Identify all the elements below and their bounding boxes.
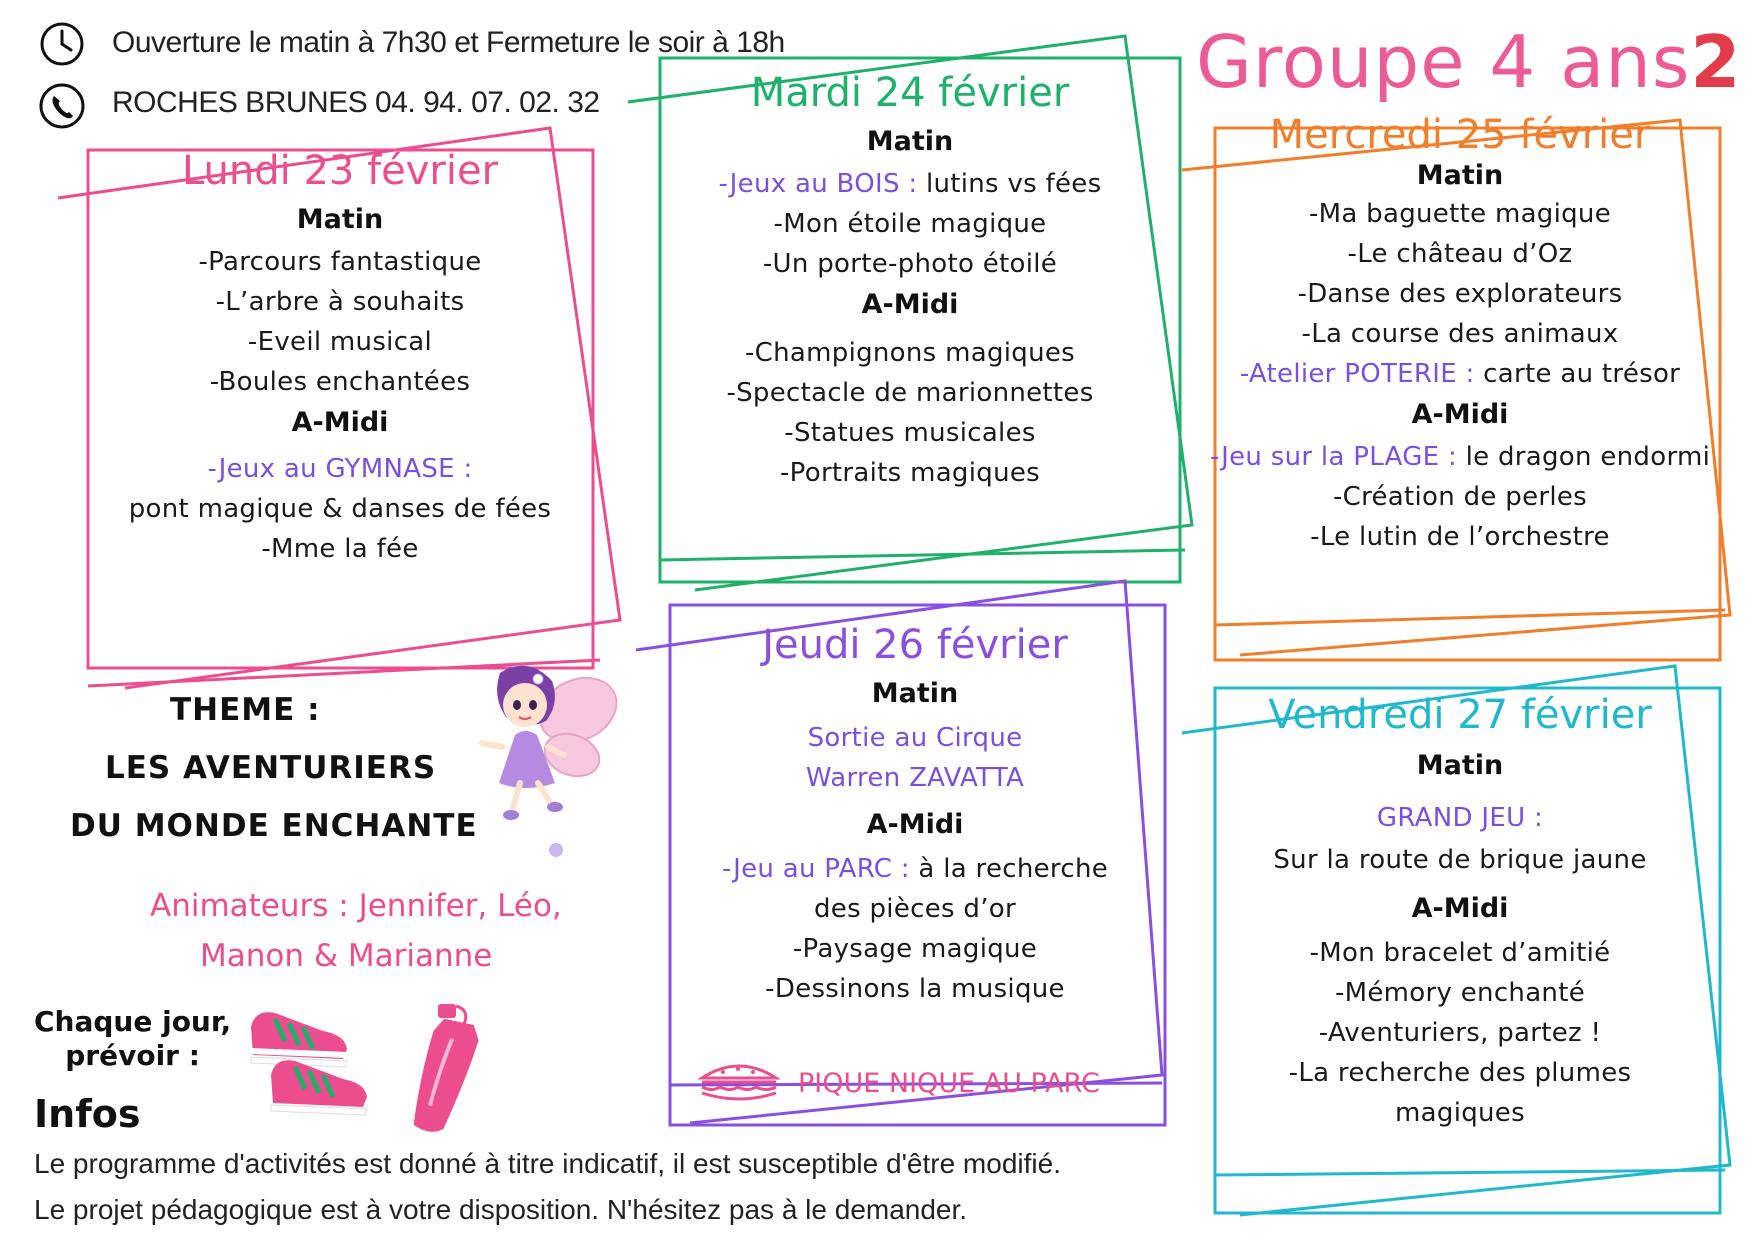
lundi-amidi-1: pont magique & danses de fées [128,494,552,524]
vendredi-matin-1: Sur la route de brique jaune [1273,845,1647,875]
vendredi-amidi-2: -Mémory enchanté [1334,978,1586,1008]
lundi-amidi-2: -Mme la fée [261,534,419,564]
mercredi-matin-2: -Le château d’Oz [1347,239,1573,269]
lundi-amidi-highlight: -Jeux au GYMNASE : [207,454,473,484]
mercredi-amidi-highlight-row [1210,442,1710,472]
jeudi-amidi-3: -Dessinons la musique [765,974,1065,1004]
prevoir-line-2: prévoir : [65,1039,200,1072]
vendredi-matin-highlight: GRAND JEU : [1376,803,1544,833]
theme-line-2: DU MONDE ENCHANTE [70,808,478,844]
mercredi-title: Mercredi 25 février [1269,112,1651,158]
jeudi-title: Jeudi 26 février [762,622,1068,668]
mardi-matin-1: -Mon étoile magique [773,209,1047,239]
theme-line-1: LES AVENTURIERS [105,750,437,786]
lundi-matin-label: Matin [296,204,384,235]
jeudi-card [665,622,1165,1004]
mercredi-matin-4: -La course des animaux [1301,319,1619,349]
mercredi-matin-highlight: -Atelier POTERIE : [1239,359,1475,389]
jeudi-matin-1: Sortie au Cirque [807,723,1023,753]
mercredi-amidi-highlight-rest: le dragon endormi [1457,442,1711,472]
vendredi-amidi-1: -Mon bracelet d’amitié [1309,938,1611,968]
opening-hours: Ouverture le matin à 7h30 et Fermeture le soir à 18h [112,26,785,59]
lundi-matin-3: -Eveil musical [247,327,433,357]
vendredi-amidi-label: A-Midi [1411,893,1509,924]
clock-icon [38,20,86,68]
jeudi-amidi-highlight-rest: à la recherche [909,854,1109,884]
mercredi-matin-3: -Danse des explorateurs [1297,279,1623,309]
mardi-amidi-1: -Champignons magiques [745,338,1075,368]
mardi-matin-label: Matin [866,126,954,157]
mercredi-amidi-1: -Création de perles [1332,482,1588,512]
jeudi-amidi-label: A-Midi [866,809,964,840]
vendredi-amidi-3: -Aventuriers, partez ! [1318,1018,1602,1048]
mercredi-matin-highlight-row [1210,359,1710,389]
page-title-number: 2 [1690,20,1742,104]
infos-line-1: Le programme d'activités est donné à titre indicatif, il est susceptible d'être modifié. [34,1148,1061,1179]
theme-label: THEME : [170,692,321,728]
jeudi-amidi-1: des pièces d’or [813,894,1016,924]
mardi-amidi-4: -Portraits magiques [780,458,1040,488]
infos-line-2: Le projet pédagogique est à votre disposition. N'hésitez pas à le demander. [34,1194,968,1225]
sneakers-icon [245,1005,385,1120]
mercredi-matin-1: -Ma baguette magique [1308,199,1612,229]
prevoir-label [34,1005,231,1073]
mercredi-amidi-highlight: -Jeu sur la PLAGE : [1210,442,1458,472]
page-title [1196,20,1741,104]
mercredi-amidi-2: -Le lutin de l’orchestre [1310,522,1610,552]
mardi-matin-2: -Un porte-photo étoilé [762,249,1058,279]
lundi-card [90,148,590,564]
mercredi-matin-highlight-rest: carte au trésor [1474,359,1681,389]
jeudi-amidi-highlight: -Jeu au PARC : [721,854,910,884]
phone-number: ROCHES BRUNES 04. 94. 07. 02. 32 [112,86,600,119]
animateurs-line-2: Manon & Marianne [200,938,493,974]
jeudi-amidi-2: -Paysage magique [792,934,1038,964]
infos-title: Infos [34,1092,141,1136]
mercredi-amidi-label: A-Midi [1411,399,1509,430]
mercredi-matin-label: Matin [1416,160,1504,191]
mardi-matin-highlight-row [650,169,1170,199]
mardi-amidi-3: -Statues musicales [784,418,1036,448]
vendredi-title: Vendredi 27 février [1268,692,1652,738]
mardi-matin-highlight: -Jeux au BOIS : [718,169,918,199]
vendredi-amidi-4: -La recherche des plumes [1288,1058,1632,1088]
water-bottle-icon [400,998,480,1138]
animateurs-line-1: Animateurs : Jennifer, Léo, [150,888,562,924]
lundi-title: Lundi 23 février [181,148,499,194]
lundi-matin-2: -L’arbre à souhaits [215,287,465,317]
jeudi-matin-2: Warren ZAVATTA [805,763,1025,793]
mardi-matin-highlight-rest: lutins vs fées [917,169,1102,199]
jeudi-matin-label: Matin [871,678,959,709]
mardi-amidi-label: A-Midi [861,289,959,320]
fairy-illustration [460,655,620,870]
mercredi-card [1210,112,1710,552]
vendredi-matin-label: Matin [1416,750,1504,781]
sandwich-icon [698,1060,780,1104]
vendredi-card [1210,692,1710,1128]
mardi-title: Mardi 24 février [750,70,1070,116]
mardi-amidi-2: -Spectacle de marionnettes [726,378,1094,408]
jeudi-amidi-highlight-row [665,854,1165,884]
lundi-matin-1: -Parcours fantastique [198,247,482,277]
lundi-matin-4: -Boules enchantées [209,367,471,397]
lundi-amidi-label: A-Midi [291,407,389,438]
page-title-main: Groupe 4 ans [1196,20,1691,104]
pique-nique-label: PIQUE NIQUE AU PARC [798,1068,1100,1099]
vendredi-amidi-5: magiques [1395,1098,1525,1128]
mardi-card [650,70,1170,488]
prevoir-line-1: Chaque jour, [34,1005,232,1038]
